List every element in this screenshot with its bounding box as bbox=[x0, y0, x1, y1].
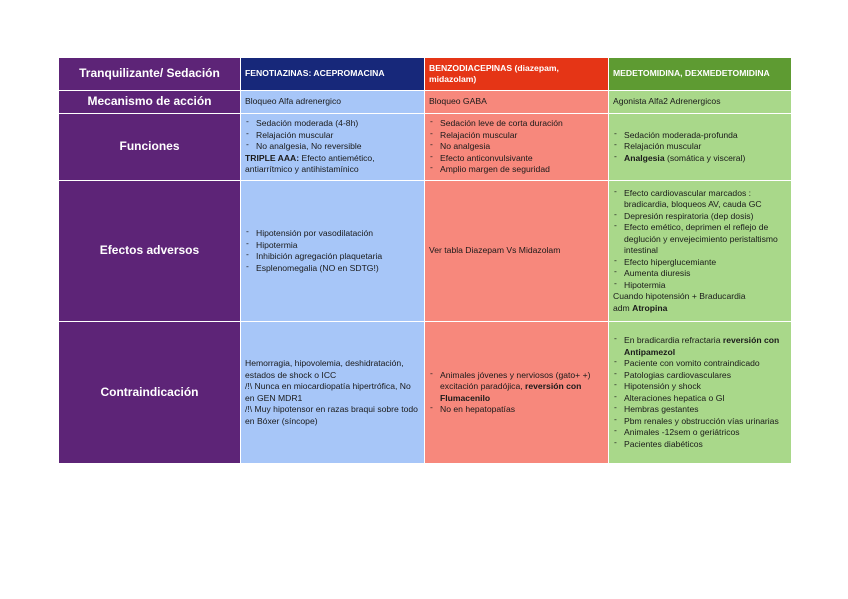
list-item: - Sedación moderada (4-8h) bbox=[245, 118, 420, 130]
efectos-label: Efectos adversos bbox=[59, 181, 241, 322]
list-item: - Hipotermia bbox=[613, 280, 787, 292]
medetomidina-header: MEDETOMIDINA, DEXMEDETOMIDINA bbox=[609, 58, 792, 91]
list-item: - Sedación leve de corta duración bbox=[429, 118, 604, 130]
contra-line: /!\ Muy hipotensor en razas braqui sobre todo en Bóxer (síncope) bbox=[245, 404, 418, 426]
medetomidina-contra-list bbox=[613, 335, 787, 450]
medetomidina-mecanismo: Agonista Alfa2 Adrenergicos bbox=[609, 91, 792, 114]
benzodiacepinas-header: BENZODIACEPINAS (diazepam, midazolam) bbox=[425, 58, 609, 91]
medetomidina-contra bbox=[609, 322, 792, 464]
antipamezol-text: En bradicardia refractaria bbox=[624, 335, 723, 345]
list-item: - Inhibición agregación plaquetaria bbox=[245, 251, 420, 263]
sedation-comparison-table bbox=[58, 57, 792, 464]
contra-line: /!\ Nunca en miocardiopatía hipertrófica, No en GEN MDR1 bbox=[245, 381, 411, 403]
list-item: - Animales -12sem o geriátricos bbox=[613, 427, 787, 439]
corner-header: Tranquilizante/ Sedación bbox=[59, 58, 241, 91]
list-item: - Hembras gestantes bbox=[613, 404, 787, 416]
list-item bbox=[613, 153, 787, 165]
benzodiacepinas-funciones-list bbox=[429, 118, 604, 176]
list-item: - Efecto emético, deprimen el reflejo de deglución y envejecimiento peristaltismo intestinal bbox=[613, 222, 787, 257]
mecanismo-label: Mecanismo de acción bbox=[59, 91, 241, 114]
fenotiazinas-mecanismo: Bloqueo Alfa adrenergico bbox=[241, 91, 425, 114]
medetomidina-efectos bbox=[609, 181, 792, 322]
list-item: - Alteraciones hepatica o GI bbox=[613, 393, 787, 405]
list-item: - Pbm renales y obstrucción vías urinarias bbox=[613, 416, 787, 428]
medetomidina-funciones-list bbox=[613, 130, 787, 165]
list-item: - Relajación muscular bbox=[245, 130, 420, 142]
list-item: - Paciente con vomito contraindicado bbox=[613, 358, 787, 370]
list-item: - Efecto cardiovascular marcados : bradicardia, bloqueos AV, cauda GC bbox=[613, 188, 787, 211]
fenotiazinas-funciones bbox=[241, 114, 425, 181]
list-item: - Relajación muscular bbox=[613, 141, 787, 153]
benzodiacepinas-efectos: Ver tabla Diazepam Vs Midazolam bbox=[425, 181, 609, 322]
fenotiazinas-efectos-list bbox=[245, 228, 420, 274]
triple-aaa-rest: Efecto antiemético, antiarrítmico y antihistamínico bbox=[245, 152, 375, 175]
list-item: - Relajación muscular bbox=[429, 130, 604, 142]
contra-line: Hemorragia, hipovolemia, deshidratación, estados de shock o ICC bbox=[245, 358, 404, 380]
medetomidina-funciones bbox=[609, 114, 792, 181]
list-item: - Hipotermia bbox=[245, 240, 420, 252]
hipotension-note: Cuando hipotensión + Braducardia bbox=[613, 291, 746, 302]
list-item: - Sedación moderada-profunda bbox=[613, 130, 787, 142]
fenotiazinas-funciones-list bbox=[245, 118, 420, 153]
medetomidina-efectos-list bbox=[613, 188, 787, 292]
list-item: - Amplio margen de seguridad bbox=[429, 164, 604, 176]
contra-label: Contraindicación bbox=[59, 322, 241, 464]
funciones-row bbox=[59, 114, 792, 181]
efectos-row bbox=[59, 181, 792, 322]
analgesia-rest: (somática y visceral) bbox=[664, 152, 746, 163]
benzodiacepinas-mecanismo: Bloqueo GABA bbox=[425, 91, 609, 114]
triple-aaa-bold: TRIPLE AAA: bbox=[245, 152, 300, 163]
atropina-bold: Atropina bbox=[632, 302, 668, 313]
fenotiazinas-contra bbox=[241, 322, 425, 464]
benzodiacepinas-contra-list bbox=[429, 370, 604, 416]
benzodiacepinas-contra bbox=[425, 322, 609, 464]
list-item: - No analgesia, No reversible bbox=[245, 141, 420, 153]
list-item: - Hipotensión por vasodilatación bbox=[245, 228, 420, 240]
list-item: - No analgesia bbox=[429, 141, 604, 153]
fenotiazinas-header: FENOTIAZINAS: ACEPROMACINA bbox=[241, 58, 425, 91]
mecanismo-row bbox=[59, 91, 792, 114]
funciones-label: Funciones bbox=[59, 114, 241, 181]
header-row bbox=[59, 58, 792, 91]
list-item: - Aumenta diuresis bbox=[613, 268, 787, 280]
benzodiacepinas-funciones bbox=[425, 114, 609, 181]
flumacenilo-text: Animales jóvenes y nerviosos (gato+ +) excitación paradójica, bbox=[440, 369, 591, 391]
list-item: - Hipotensión y shock bbox=[613, 381, 787, 393]
antipamezol-bold: reversión con Antipamezol bbox=[624, 335, 780, 357]
list-item bbox=[613, 335, 787, 358]
list-item: - No en hepatopatías bbox=[429, 404, 604, 416]
flumacenilo-bold: reversión con Flumacenilo bbox=[440, 381, 582, 403]
atropina-prefix: adm bbox=[613, 302, 633, 313]
list-item: - Depresión respiratoria (dep dosis) bbox=[613, 211, 787, 223]
list-item: - Efecto anticonvulsivante bbox=[429, 153, 604, 165]
analgesia-bold: Analgesia bbox=[624, 152, 665, 163]
fenotiazinas-efectos bbox=[241, 181, 425, 322]
list-item: - Patologias cardiovasculares bbox=[613, 370, 787, 382]
triple-aaa-text bbox=[245, 153, 375, 175]
atropina-note bbox=[613, 303, 787, 315]
list-item bbox=[429, 370, 604, 405]
list-item: - Pacientes diabéticos bbox=[613, 439, 787, 451]
contra-row bbox=[59, 322, 792, 464]
list-item: - Esplenomegalia (NO en SDTG!) bbox=[245, 263, 420, 275]
list-item: - Efecto hiperglucemiante bbox=[613, 257, 787, 269]
